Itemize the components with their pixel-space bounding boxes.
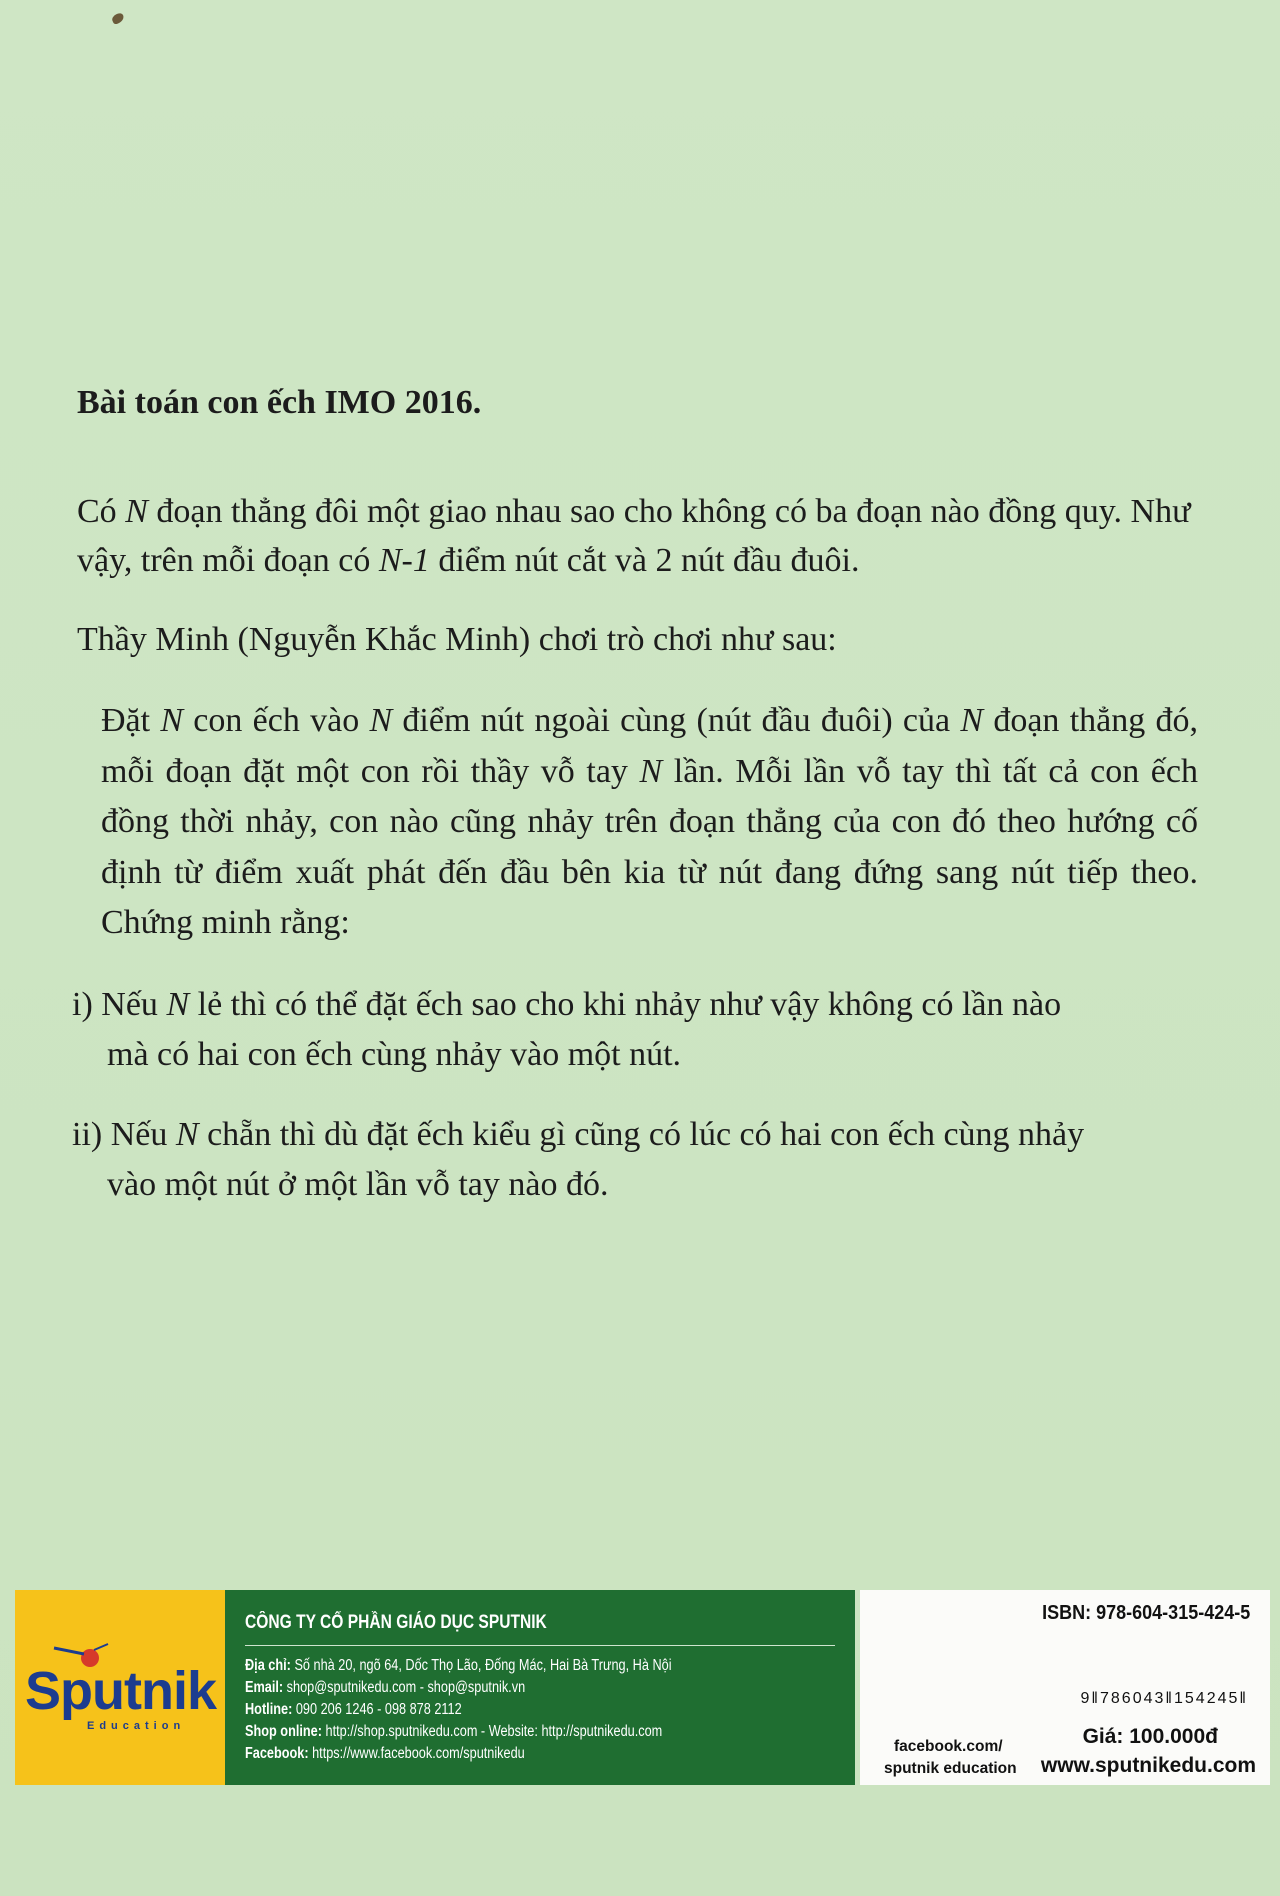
divider	[245, 1645, 835, 1646]
value: Số nhà 20, ngõ 64, Dốc Thọ Lão, Đống Mác, Hai Bà Trưng, Hà Nội	[290, 1657, 672, 1674]
text: Đặt	[101, 702, 161, 739]
barcode-digits: 9ǁ786043ǁ154245ǁ	[1080, 1690, 1248, 1707]
var-n: N	[125, 493, 148, 530]
sputnik-logo	[25, 1650, 220, 1740]
label: Email:	[245, 1679, 284, 1696]
company-name: CÔNG TY CỔ PHẦN GIÁO DỤC SPUTNIK	[245, 1612, 547, 1633]
email-line	[245, 1677, 737, 1699]
text: điểm nút ngoài cùng (nút đầu đuôi) của	[392, 702, 961, 739]
value: https://www.facebook.com/sputnikedu	[308, 1745, 525, 1762]
text: lần. Mỗi lần vỗ tay thì tất cả con ếch đồng thời nhảy, con nào cũng nhảy trên đoạn thẳng của con đó theo hướng cố định từ điểm xuất phát đến đầu bên kia từ nút đang đứng sang nút tiếp theo. Chứng minh rằng:	[101, 752, 1198, 941]
claim-even	[72, 1110, 1202, 1210]
text: Có	[77, 493, 126, 530]
text: chẵn thì dù đặt ếch kiểu gì cũng có lúc có hai con ếch cùng nhảy	[198, 1116, 1085, 1153]
paragraph-intro	[77, 487, 1207, 585]
paragraph-game: Thầy Minh (Nguyễn Khắc Minh) chơi trò chơi như sau:	[77, 621, 837, 658]
text: điểm nút cắt và 2 nút đầu đuôi.	[429, 542, 860, 579]
fb-line: facebook.com/	[894, 1738, 1003, 1755]
value: 090 206 1246 - 098 878 2112	[292, 1701, 462, 1718]
var-n: N	[960, 702, 984, 739]
text: đoạn thẳng đôi một giao nhau sao cho không có ba đoạn nào đồng quy. Như vậy, trên mỗi đoạn có	[77, 493, 1191, 579]
label: Hotline:	[245, 1701, 293, 1718]
paragraph-rules	[101, 696, 1198, 949]
logo-subtitle: Education	[87, 1720, 186, 1732]
facebook-handle	[884, 1736, 1017, 1780]
text: đoạn thẳng đó, mỗi đoạn đặt một con rồi thầy vỗ tay	[101, 702, 1198, 790]
var-n: N	[639, 752, 663, 790]
price: Giá: 100.000đ	[1082, 1725, 1218, 1748]
text: vào một nút ở một lần vỗ tay nào đó.	[107, 1166, 609, 1203]
hotline-line	[245, 1699, 737, 1721]
label: Shop online:	[245, 1723, 322, 1740]
var-n: N	[369, 702, 393, 739]
label: Facebook:	[245, 1745, 309, 1762]
item-label: ii)	[72, 1116, 103, 1153]
facebook-line	[245, 1743, 737, 1765]
isbn: ISBN: 978-604-315-424-5	[1041, 1602, 1250, 1624]
contact-list	[245, 1655, 845, 1765]
text: lẻ thì có thể đặt ếch sao cho khi nhảy như vậy không có lần nào	[189, 986, 1062, 1023]
text: Nếu	[92, 986, 167, 1023]
claim-odd	[72, 980, 1202, 1080]
shop-line	[245, 1721, 737, 1743]
address-line	[245, 1655, 737, 1677]
text: Nếu	[102, 1116, 176, 1153]
speck-mark	[111, 12, 126, 25]
label: Địa chỉ:	[245, 1657, 291, 1674]
website: www.sputnikedu.com	[1040, 1754, 1256, 1777]
publisher-footer	[15, 1590, 1270, 1785]
publisher-info	[225, 1590, 855, 1785]
item-label: i)	[72, 986, 93, 1023]
var-n-minus-1: N-1	[378, 542, 430, 579]
var-n: N	[175, 1116, 199, 1153]
value: shop@sputnikedu.com - shop@sputnik.vn	[283, 1679, 526, 1696]
text: con ếch vào	[183, 702, 370, 739]
problem-title: Bài toán con ếch IMO 2016.	[77, 384, 482, 421]
logo-panel	[15, 1590, 225, 1785]
isbn-panel	[860, 1590, 1270, 1785]
var-n: N	[160, 702, 184, 739]
var-n: N	[166, 986, 190, 1023]
logo-wordmark: Sputnik	[25, 1661, 216, 1721]
fb-line: sputnik education	[884, 1760, 1017, 1777]
text: mà có hai con ếch cùng nhảy vào một nút.	[107, 1036, 682, 1073]
value: http://shop.sputnikedu.com - Website: http://sputnikedu.com	[321, 1723, 663, 1740]
